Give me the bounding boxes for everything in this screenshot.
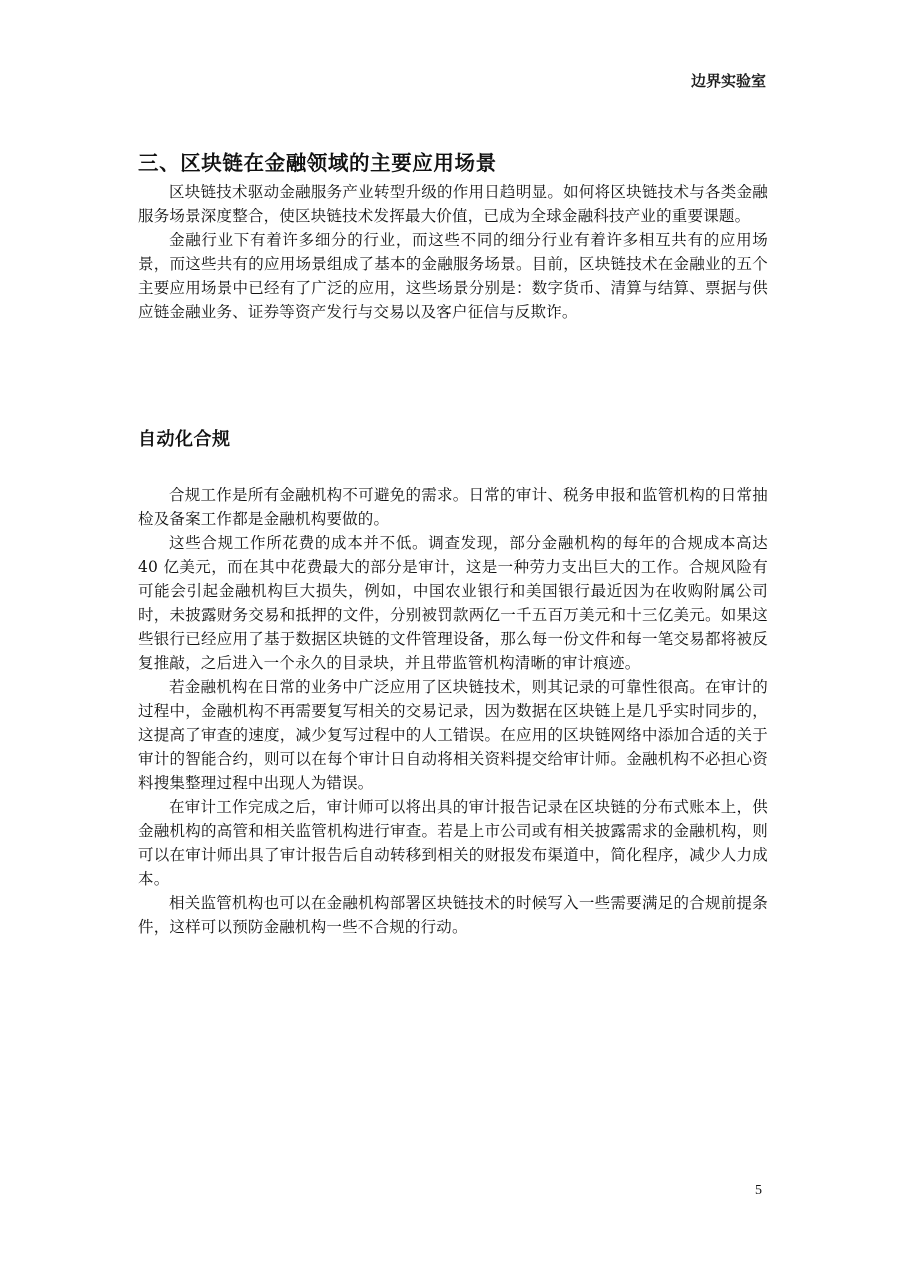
brand-logo: 边界实验室 — [690, 72, 766, 90]
section-title: 三、区块链在金融领域的主要应用场景 — [138, 151, 497, 175]
paragraph: 金融行业下有着许多细分的行业，而这些不同的细分行业有着许多相互共有的应用场景，而这些共有的应用场景组成了基本的金融服务场景。目前，区块链技术在金融业的五个主要应用场景中已经有了广泛的应用，这些场景分别是：数字货币、清算与结算、票据与供应链金融业务、证券等资产发行与交易以及客户征信与反欺诈。 — [138, 231, 768, 321]
subsection-title: 自动化合规 — [138, 429, 231, 450]
paragraph: 相关监管机构也可以在金融机构部署区块链技术的时候写入一些需要满足的合规前提条件，这样可以预防金融机构一些不合规的行动。 — [138, 894, 768, 936]
page-number: 5 — [755, 1183, 762, 1198]
paragraph: 在审计工作完成之后，审计师可以将出具的审计报告记录在区块链的分布式账本上，供金融机构的高管和相关监管机构进行审查。若是上市公司或有相关披露需求的金融机构，则可以在审计师出具了审计报告后自动转移到相关的财报发布渠道中，简化程序，减少人力成本。 — [138, 798, 768, 888]
paragraph: 这些合规工作所花费的成本并不低。调查发现，部分金融机构的每年的合规成本高达 40 亿美元，而在其中花费最大的部分是审计，这是一种劳力支出巨大的工作。合规风险有可能会引起金融机构巨大损失，例如，中国农业银行和美国银行最近因为在收购附属公司时，未披露财务交易和抵押的文件，分别被罚款两亿一千五百万美元和十三亿美元。如果这些银行已经应用了基于数据区块链的文件管理设备，那么每一份文件和每一笔交易都将被反复推敲，之后进入一个永久的目录块，并且带监管机构清晰的审计痕迹。 — [138, 534, 768, 672]
paragraph: 区块链技术驱动金融服务产业转型升级的作用日趋明显。如何将区块链技术与各类金融服务场景深度整合，使区块链技术发挥最大价值，已成为全球金融科技产业的重要课题。 — [138, 183, 768, 225]
paragraph: 若金融机构在日常的业务中广泛应用了区块链技术，则其记录的可靠性很高。在审计的过程中，金融机构不再需要复写相关的交易记录，因为数据在区块链上是几乎实时同步的，这提高了审查的速度，减少复写过程中的人工错误。在应用的区块链网络中添加合适的关于审计的智能合约，则可以在每个审计日自动将相关资料提交给审计师。金融机构不必担心资料搜集整理过程中出现人为错误。 — [138, 678, 768, 792]
paragraph: 合规工作是所有金融机构不可避免的需求。日常的审计、税务申报和监管机构的日常抽检及备案工作都是金融机构要做的。 — [138, 486, 768, 528]
subsection-body — [138, 483, 768, 939]
section-body — [138, 180, 768, 324]
